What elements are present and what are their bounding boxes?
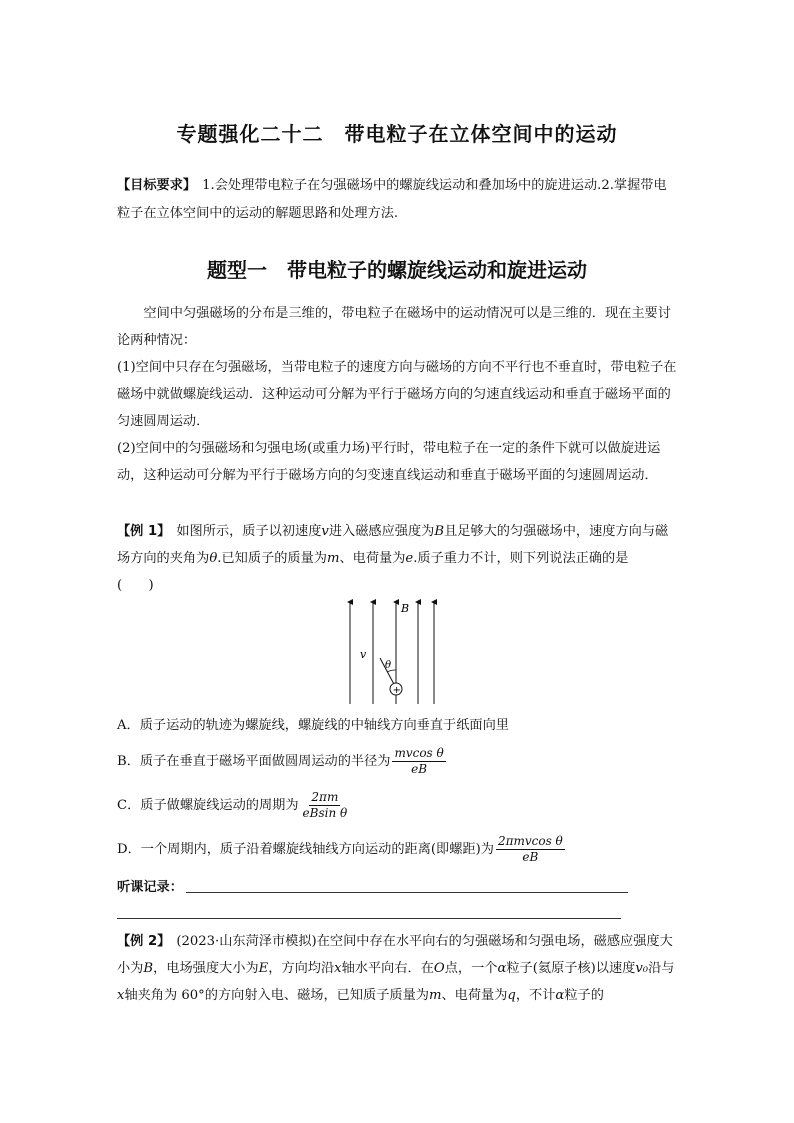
fraction-numerator: 2πmvcos θ (497, 834, 563, 848)
option-a-text: A．质子运动的轨迹为螺旋线，螺旋线的中轴线方向垂直于纸面向里 (117, 718, 509, 733)
var-x: x (117, 988, 125, 1003)
example-1-label: 【例 1】 (117, 524, 171, 539)
text-segment: 粒子(氦原子核)以速度 (506, 961, 636, 976)
var-alpha: α (497, 961, 507, 976)
option-b-fraction (392, 746, 445, 777)
text-segment: ，电场强度大小为 (153, 961, 259, 976)
var-q: q (507, 988, 516, 1003)
fraction-denominator: eB (411, 762, 428, 776)
learning-goals (117, 172, 679, 228)
var-m: m (428, 988, 442, 1003)
var-B: B (143, 961, 154, 976)
option-d[interactable] (117, 834, 565, 865)
var-v0: v₀ (635, 961, 649, 976)
text-segment: 、电荷量为 (441, 988, 508, 1003)
notes-line[interactable] (117, 918, 621, 919)
var-B: B (434, 524, 445, 539)
var-m: m (326, 551, 340, 566)
label-B: B (401, 602, 410, 615)
text-segment: 且足够大的匀强磁场中，速度方向与磁场方向的夹角为 (117, 524, 669, 566)
fraction-numerator: mvcos θ (394, 746, 444, 760)
proton-charge: + (392, 685, 401, 696)
text-segment: 轴夹角为 60°的方向射入电、磁场，已知质子质量为 (124, 988, 429, 1003)
var-x: x (334, 961, 342, 976)
intro-paragraph: 空间中匀强磁场的分布是三维的，带电粒子在磁场中的运动情况可以是三维的．现在主要讨论两种情况： (117, 306, 671, 348)
var-alpha: α (555, 988, 565, 1003)
section-title: 题型一 带电粒子的螺旋线运动和旋进运动 (207, 258, 587, 282)
var-v: v (321, 524, 329, 539)
label-theta: θ (385, 660, 392, 671)
text-segment: ，不计 (515, 988, 556, 1003)
option-d-text: D．一个周期内，质子沿着螺旋线轴线方向运动的距离(即螺距)为 (117, 841, 494, 857)
text-segment: .质子重力不计，则下列说法正确的是 (413, 551, 629, 566)
point-2-paragraph: (2)空间中的匀强磁场和匀强电场(或重力场)平行时，带电粒子在一定的条件下就可以做旋进运动，这种运动可分解为平行于磁场方向的匀变速直线运动和垂直于磁场平面的匀速圆周运动． (117, 441, 661, 483)
option-d-fraction (496, 834, 565, 865)
magnetic-field-figure (338, 596, 438, 706)
text-segment: 轴水平向右．在 (341, 961, 434, 976)
page-title: 专题强化二十二 带电粒子在立体空间中的运动 (176, 122, 618, 146)
goal-label: 【目标要求】 (117, 178, 197, 193)
text-segment: 、电荷量为 (339, 551, 406, 566)
option-a[interactable] (117, 714, 509, 738)
example-2-stem (117, 928, 679, 1009)
text-segment: 点，一个 (444, 961, 498, 976)
notes-line[interactable] (186, 892, 628, 893)
text-segment: .已知质子的质量为 (217, 551, 327, 566)
point-1-paragraph: (1)空间中只存在匀强磁场，当带电粒子的速度方向与磁场的方向不平行也不垂直时，带电粒子在磁场中就做螺旋线运动．这种运动可分解为平行于磁场方向的匀速直线运动和垂直于磁场平面的匀速圆周运动． (117, 360, 677, 429)
text-segment: 粒子的 (564, 988, 604, 1003)
notes-label: 听课记录： (117, 880, 183, 895)
text-segment: 如图所示，质子以初速度 (176, 524, 322, 539)
answer-parentheses: ( ) (117, 578, 154, 593)
option-c[interactable] (117, 790, 349, 821)
text-segment: 进入磁感应强度为 (328, 524, 435, 539)
var-theta: θ (209, 551, 218, 566)
text-segment: 沿与 (648, 961, 675, 976)
option-b[interactable] (117, 746, 446, 777)
text-segment: ，方向均沿 (268, 961, 335, 976)
option-c-text: C．质子做螺旋线运动的周期为 (117, 797, 299, 813)
goal-text: 1.会处理带电粒子在匀强磁场中的螺旋线运动和叠加场中的旋进运动.2.掌握带电粒子在立体空间中的运动的解题思路和处理方法. (117, 178, 667, 221)
example-1-stem (117, 518, 679, 572)
var-e: e (405, 551, 414, 566)
option-b-text: B．质子在垂直于磁场平面做圆周运动的半径为 (117, 753, 391, 769)
fraction-numerator: 2πm (311, 790, 339, 804)
var-O: O (433, 961, 445, 976)
fraction-denominator: eBsin θ (302, 806, 348, 820)
text-segment: (2023·山东菏泽市模拟)在空间中存在水平向右的匀强磁场和匀强电场，磁感应强度大小为 (117, 934, 673, 976)
example-2-label: 【例 2】 (117, 934, 171, 949)
fraction-denominator: eB (522, 850, 539, 864)
option-c-fraction (301, 790, 350, 821)
var-E: E (258, 961, 269, 976)
label-v: v (360, 648, 367, 661)
